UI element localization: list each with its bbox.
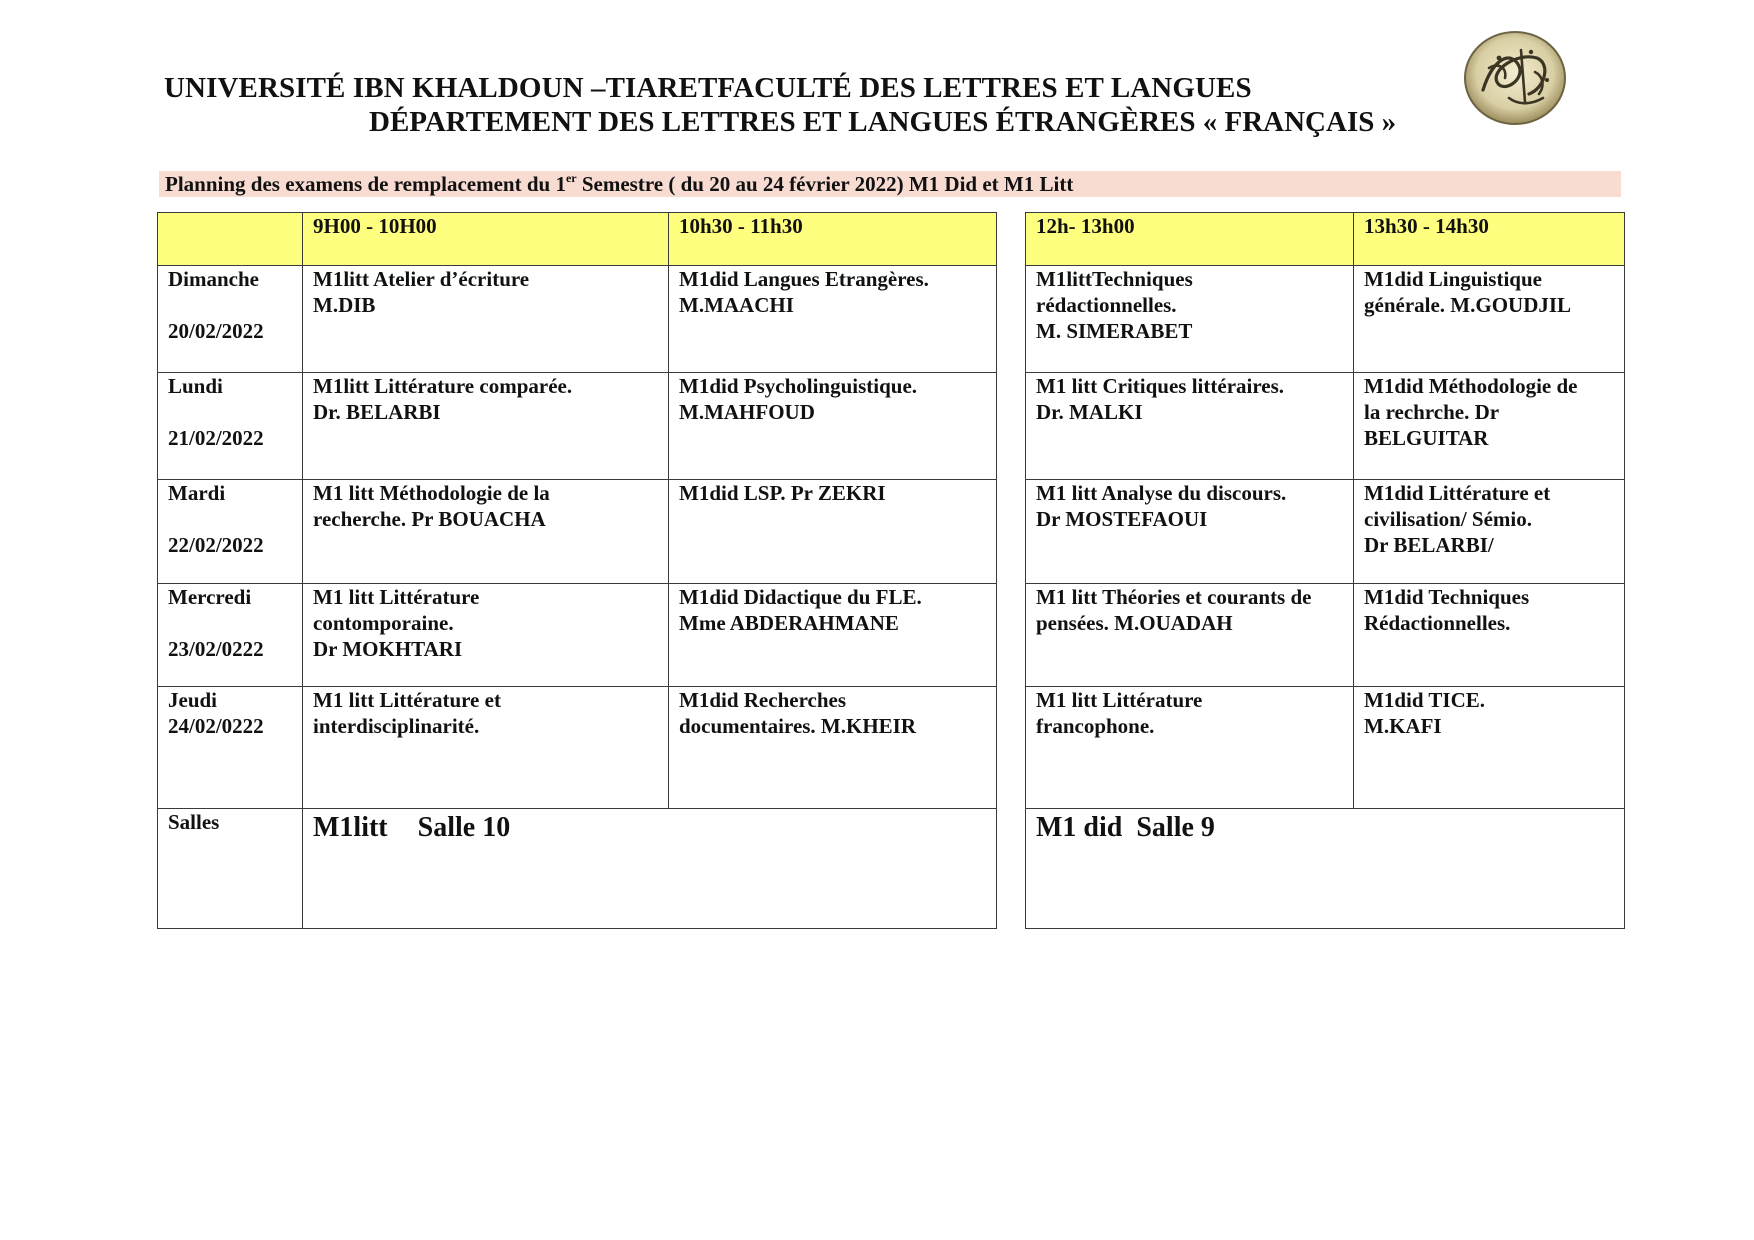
salle-group: M1 did	[1036, 812, 1123, 843]
salle-m1did-cell	[1025, 808, 1625, 929]
time-slot-label: 10h30 - 11h30	[679, 214, 803, 238]
exam-cell	[1353, 583, 1625, 687]
exam-line: M1litt Littérature comparée.	[313, 374, 573, 398]
time-slot-header	[302, 212, 669, 266]
exam-cell	[302, 686, 669, 809]
exam-line: pensées. M.OUADAH	[1036, 611, 1233, 635]
exam-cell	[1025, 686, 1354, 809]
day-cell	[157, 479, 303, 584]
banner-text-after: Semestre ( du 20 au 24 février 2022) M1 Did et M1 Litt	[576, 172, 1074, 196]
university-seal-calligraphy-icon	[1459, 28, 1571, 128]
corner-header-cell	[157, 212, 303, 266]
salle-m1litt-cell	[302, 808, 997, 929]
day-date: 23/02/0222	[168, 637, 264, 661]
exam-line: Dr. MALKI	[1036, 400, 1143, 424]
time-slot-header	[1353, 212, 1625, 266]
exam-line: M.MAHFOUD	[679, 400, 815, 424]
day-date: 24/02/0222	[168, 714, 264, 738]
day-cell	[157, 583, 303, 687]
exam-line: francophone.	[1036, 714, 1155, 738]
exam-cell	[302, 372, 669, 480]
exam-line: M1 litt Analyse du discours.	[1036, 481, 1287, 505]
exam-cell	[1025, 372, 1354, 480]
exam-line: Dr MOKHTARI	[313, 637, 463, 661]
exam-line: la rechrche. Dr	[1364, 400, 1500, 424]
exam-line: contomporaine.	[313, 611, 454, 635]
exam-line: M.KAFI	[1364, 714, 1442, 738]
exam-line: Dr MOSTEFAOUI	[1036, 507, 1208, 531]
exam-line: M1litt Atelier d’écriture	[313, 267, 530, 291]
time-slot-label: 12h- 13h00	[1036, 214, 1135, 238]
department-title: DÉPARTEMENT DES LETTRES ET LANGUES ÉTRANGÈRES « FRANÇAIS »	[369, 106, 1397, 138]
day-date: 22/02/2022	[168, 533, 264, 557]
exam-line: Dr BELARBI/	[1364, 533, 1494, 557]
exam-line: M.DIB	[313, 293, 376, 317]
exam-line: M1did Linguistique	[1364, 267, 1542, 291]
day-name: Mardi	[168, 481, 226, 505]
exam-cell	[668, 479, 997, 584]
exam-line: Mme ABDERAHMANE	[679, 611, 899, 635]
exam-line: M1did Méthodologie de	[1364, 374, 1578, 398]
day-name: Lundi	[168, 374, 223, 398]
exam-line: Dr. BELARBI	[313, 400, 441, 424]
exam-line: M1 litt Littérature et	[313, 688, 501, 712]
salles-label-cell	[157, 808, 303, 929]
salle-room: Salle 9	[1136, 812, 1215, 843]
exam-line: M1did Littérature et	[1364, 481, 1551, 505]
exam-cell	[1025, 479, 1354, 584]
exam-line: M1 litt Critiques littéraires.	[1036, 374, 1285, 398]
exam-cell	[1353, 686, 1625, 809]
exam-line: M1did Recherches	[679, 688, 847, 712]
time-slot-label: 13h30 - 14h30	[1364, 214, 1489, 238]
exam-line: M1 litt Littérature	[313, 585, 480, 609]
exam-cell	[668, 372, 997, 480]
exam-line: M1 litt Littérature	[1036, 688, 1203, 712]
exam-cell	[1025, 583, 1354, 687]
salles-label: Salles	[168, 810, 220, 834]
exam-cell	[302, 583, 669, 687]
day-date: 21/02/2022	[168, 426, 264, 450]
exam-line: BELGUITAR	[1364, 426, 1489, 450]
exam-line: M1did TICE.	[1364, 688, 1485, 712]
exam-cell	[668, 686, 997, 809]
exam-line: générale. M.GOUDJIL	[1364, 293, 1572, 317]
exam-line: M.MAACHI	[679, 293, 794, 317]
exam-line: M1littTechniques	[1036, 267, 1193, 291]
exam-line: M1did Langues Etrangères.	[679, 267, 929, 291]
exam-cell	[302, 479, 669, 584]
day-name: Jeudi	[168, 688, 218, 712]
day-cell	[157, 372, 303, 480]
time-slot-header	[668, 212, 997, 266]
banner-text-before: Planning des examens de remplacement du 1	[165, 172, 566, 196]
time-slot-header	[1025, 212, 1354, 266]
exam-cell	[1353, 479, 1625, 584]
time-slot-label: 9H00 - 10H00	[313, 214, 437, 238]
exam-line: M1did Didactique du FLE.	[679, 585, 922, 609]
day-name: Dimanche	[168, 267, 259, 291]
exam-cell	[668, 265, 997, 373]
exam-line: M1 litt Théories et courants de	[1036, 585, 1312, 609]
day-cell	[157, 686, 303, 809]
exam-line: M. SIMERABET	[1036, 319, 1193, 343]
exam-cell	[1353, 265, 1625, 373]
day-date: 20/02/2022	[168, 319, 264, 343]
salle-group: M1litt	[313, 812, 388, 843]
university-title: UNIVERSITÉ IBN KHALDOUN –TIARETFACULTÉ DES LETTRES ET LANGUES	[164, 72, 1252, 104]
exam-line: documentaires. M.KHEIR	[679, 714, 917, 738]
exam-planning-banner	[159, 171, 1621, 197]
salle-room: Salle 10	[417, 812, 511, 843]
exam-cell	[302, 265, 669, 373]
exam-line: M1did Psycholinguistique.	[679, 374, 918, 398]
exam-cell	[1353, 372, 1625, 480]
exam-cell	[668, 583, 997, 687]
exam-line: interdisciplinarité.	[313, 714, 480, 738]
day-name: Mercredi	[168, 585, 252, 609]
day-cell	[157, 265, 303, 373]
exam-line: M1did Techniques	[1364, 585, 1530, 609]
exam-line: recherche. Pr BOUACHA	[313, 507, 546, 531]
exam-line: M1 litt Méthodologie de la	[313, 481, 550, 505]
exam-cell	[1025, 265, 1354, 373]
exam-line: civilisation/ Sémio.	[1364, 507, 1532, 531]
banner-superscript: er	[565, 171, 577, 185]
exam-line: M1did LSP. Pr ZEKRI	[679, 481, 886, 505]
exam-line: Rédactionnelles.	[1364, 611, 1511, 635]
exam-line: rédactionnelles.	[1036, 293, 1177, 317]
